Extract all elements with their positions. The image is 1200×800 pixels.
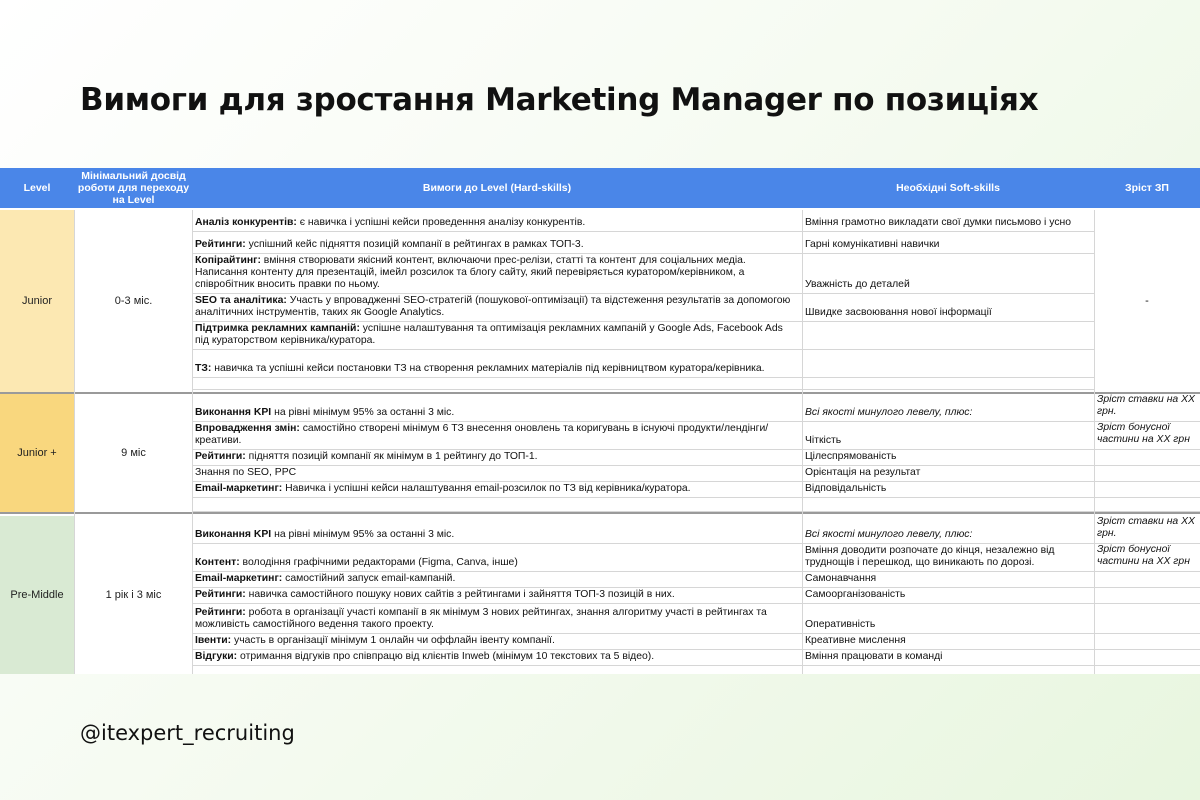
hard-skill-cell xyxy=(192,254,802,294)
requirements-table xyxy=(0,168,1200,674)
hard-skill-cell xyxy=(192,210,802,232)
soft-skill-cell: Всі якості минулого левелу, плюс: xyxy=(802,394,1094,422)
soft-skill-cell: Вміння грамотно викладати свої думки письмово і усно xyxy=(802,210,1094,232)
table-header xyxy=(0,168,1200,208)
hard-skill-text: Знання по SEO, PPC xyxy=(195,467,297,478)
hard-skill-title: Рейтинги: xyxy=(195,451,246,462)
hard-skill-title: Рейтинги: xyxy=(195,589,246,600)
soft-skill-cell xyxy=(802,378,1094,390)
soft-skill-cell: Вміння доводити розпочате до кінця, незалежно від труднощів і перешкод, що виникають по дорозі. xyxy=(802,544,1094,572)
salary-cell xyxy=(1094,482,1200,498)
hard-skill-text: навичка самостійного пошуку нових сайтів з рейтингами і зайняття ТОП-3 позицій в них. xyxy=(245,589,675,600)
hard-skill-text: вміння створювати якісний контент, включаючи прес-релізи, статті та контент для соціальних медіа. Написання контенту для презентацій, імейл розсилок та блогу сайту, який перевіряється куратором/керівником, а співробітник вносить правки по ньому. xyxy=(195,255,746,290)
hard-skill-cell xyxy=(192,294,802,322)
salary-cell xyxy=(1094,604,1200,634)
header-soft-skills: Необхідні Soft-skills xyxy=(896,182,1000,194)
soft-skill-cell xyxy=(802,350,1094,378)
column-divider xyxy=(802,210,803,674)
level-name: Junior + xyxy=(17,447,57,459)
hard-skill-cell xyxy=(192,450,802,466)
soft-skill-cell: Креативне мислення xyxy=(802,634,1094,650)
soft-skill-cell: Всі якості минулого левелу, плюс: xyxy=(802,516,1094,544)
salary-growth: Зріст бонусної частини на XX грн xyxy=(1094,544,1200,572)
salary-cell xyxy=(1094,466,1200,482)
soft-skill-cell: Самонавчання xyxy=(802,572,1094,588)
hard-skill-title: Рейтинги: xyxy=(195,239,246,250)
min-experience: 9 міс xyxy=(121,447,146,459)
salary-growth: Зріст ставки на XX грн. xyxy=(1094,394,1200,422)
hard-skill-text: самостійно створені мінімум 6 ТЗ внесення оновлень та коригувань в існуючі продукти/лендінги/креативи. xyxy=(195,423,769,446)
hard-skill-text: Участь у впровадженні SEO-стратегій (пошукової-оптимізації) та відстеження результатів за допомогою аналітичних інструментів, таких як Google Analytics. xyxy=(195,295,791,318)
header-salary: Зріст ЗП xyxy=(1125,182,1169,194)
hard-skill-text: навичка та успішні кейси постановки ТЗ на створення рекламних матеріалів під керівництвом куратора/керівника. xyxy=(211,363,765,374)
hard-skill-title: ТЗ: xyxy=(195,363,212,374)
soft-skill-cell: Чіткість xyxy=(802,422,1094,450)
salary-growth: Зріст бонусної частини на XX грн xyxy=(1094,422,1200,450)
soft-skill-cell: Швидке засвоювання нової інформації xyxy=(802,294,1094,322)
salary-cell xyxy=(1094,588,1200,604)
hard-skill-text: самостійний запуск email-кампаній. xyxy=(282,573,456,584)
hard-skill-text: участь в організації мінімум 1 онлайн чи оффлайн івенту компанії. xyxy=(231,635,555,646)
hard-skill-title: Виконання KPI xyxy=(195,407,272,418)
hard-skill-cell xyxy=(192,498,802,512)
salary-growth: - xyxy=(1145,295,1149,307)
hard-skill-title: Email-маркетинг: xyxy=(195,573,283,584)
soft-skill-cell xyxy=(802,322,1094,350)
min-experience: 1 рік і 3 міс xyxy=(105,589,162,601)
hard-skill-title: Впровадження змін: xyxy=(195,423,300,434)
header-experience: Мінімальний досвід роботи для переходу на Level xyxy=(77,170,190,206)
hard-skill-cell xyxy=(192,572,802,588)
soft-skill-cell: Уважність до деталей xyxy=(802,254,1094,294)
section-divider xyxy=(0,512,1200,514)
soft-skill-cell: Вміння працювати в команді xyxy=(802,650,1094,666)
salary-growth: Зріст ставки на XX грн. xyxy=(1094,516,1200,544)
hard-skill-title: Виконання KPI xyxy=(195,529,272,540)
hard-skill-title: Рейтинги: xyxy=(195,607,246,618)
header-level: Level xyxy=(23,182,51,194)
page-title: Вимоги для зростання Marketing Manager по позиціях xyxy=(80,82,1039,118)
min-experience: 0-3 міс. xyxy=(114,295,153,307)
hard-skill-title: Копірайтинг: xyxy=(195,255,261,266)
hard-skill-cell xyxy=(192,232,802,254)
hard-skill-title: Аналіз конкурентів: xyxy=(195,217,297,228)
hard-skill-cell xyxy=(192,588,802,604)
hard-skill-cell xyxy=(192,604,802,634)
soft-skill-cell: Відповідальність xyxy=(802,482,1094,498)
hard-skill-text: на рівні мінімум 95% за останні 3 міс. xyxy=(271,529,455,540)
hard-skill-title: SEO та аналітика: xyxy=(195,295,287,306)
hard-skill-text: підняття позицій компанії як мінімум в 1 рейтингу до ТОП-1. xyxy=(245,451,538,462)
level-name: Junior xyxy=(22,295,52,307)
hard-skill-text: успішний кейс підняття позицій компанії в рейтингах в рамках ТОП-3. xyxy=(245,239,584,250)
hard-skill-text: на рівні мінімум 95% за останні 3 міс. xyxy=(271,407,455,418)
soft-skill-cell: Оперативність xyxy=(802,604,1094,634)
hard-skill-cell xyxy=(192,378,802,390)
hard-skill-text: Навичка і успішні кейси налаштування email-розсилок по ТЗ від керівника/куратора. xyxy=(282,483,691,494)
salary-cell xyxy=(1094,450,1200,466)
hard-skill-cell xyxy=(192,544,802,572)
hard-skill-cell xyxy=(192,466,802,482)
hard-skill-cell xyxy=(192,394,802,422)
salary-cell xyxy=(1094,634,1200,650)
header-hard-skills: Вимоги до Level (Hard-skills) xyxy=(422,182,572,194)
hard-skill-cell xyxy=(192,516,802,544)
column-divider xyxy=(74,210,75,674)
hard-skill-text: є навичка і успішні кейси проведенння аналізу конкурентів. xyxy=(296,217,586,228)
hard-skill-cell xyxy=(192,422,802,450)
hard-skill-text: володіння графічними редакторами (Figma, Canva, інше) xyxy=(239,557,518,568)
hard-skill-cell xyxy=(192,634,802,650)
hard-skill-title: Email-маркетинг: xyxy=(195,483,283,494)
soft-skill-cell: Орієнтація на результат xyxy=(802,466,1094,482)
hard-skill-text: успішне налаштування та оптимізація рекламних кампаній у Google Ads, Facebook Ads під кураторством керівника/куратора. xyxy=(195,323,783,346)
hard-skill-title: Івенти: xyxy=(195,635,232,646)
hard-skill-title: Контент: xyxy=(195,557,240,568)
level-name: Pre-Middle xyxy=(10,589,64,601)
hard-skill-text: отримання відгуків про співпрацю від клієнтів Inweb (мінімум 10 текстових та 5 відео). xyxy=(237,651,655,662)
soft-skill-cell: Гарні комунікативні навички xyxy=(802,232,1094,254)
soft-skill-cell xyxy=(802,498,1094,512)
soft-skill-cell: Самоорганізованість xyxy=(802,588,1094,604)
salary-cell xyxy=(1094,572,1200,588)
instagram-handle: @itexpert_recruiting xyxy=(80,721,295,745)
hard-skill-cell xyxy=(192,650,802,666)
salary-cell xyxy=(1094,650,1200,666)
hard-skill-title: Підтримка рекламних кампаній: xyxy=(195,323,360,334)
hard-skill-cell xyxy=(192,350,802,378)
column-divider xyxy=(1094,210,1095,674)
soft-skill-cell: Цілеспрямованість xyxy=(802,450,1094,466)
hard-skill-cell xyxy=(192,482,802,498)
column-divider xyxy=(192,210,193,674)
hard-skill-text: робота в організації участі компанії в як мінімум 3 нових рейтингах, знання алгоритму участі в рейтингах та можливість самостійного ведення такого проекту. xyxy=(195,607,767,630)
salary-cell xyxy=(1094,498,1200,512)
hard-skill-cell xyxy=(192,322,802,350)
hard-skill-title: Відгуки: xyxy=(195,651,238,662)
